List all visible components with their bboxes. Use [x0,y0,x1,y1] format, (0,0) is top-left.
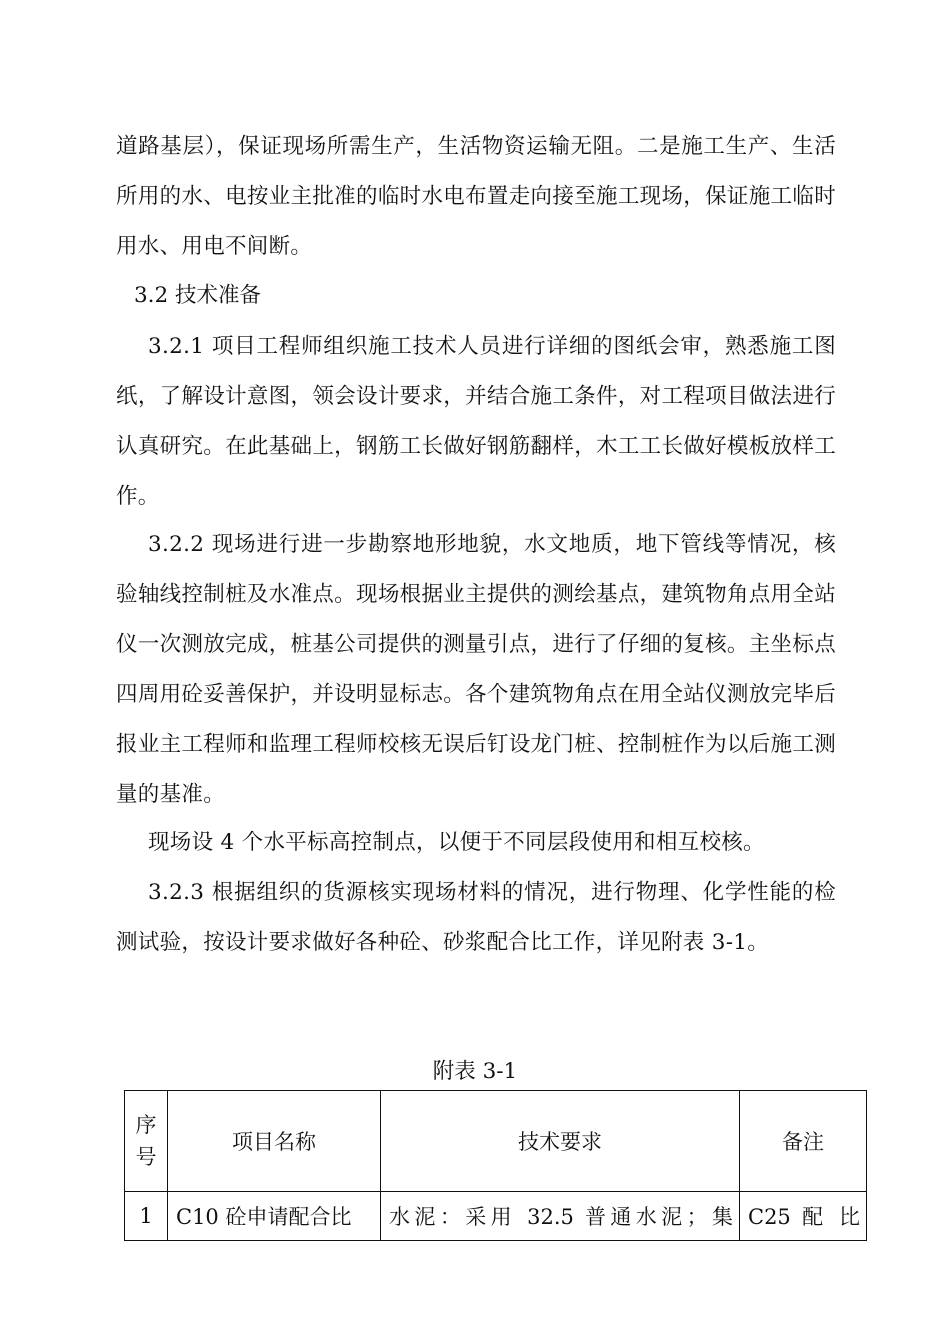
table-header-row [125,1091,867,1192]
cell-item-name: C10 砼申请配合比 [168,1192,381,1241]
header-no-line2: 号 [135,1145,157,1169]
header-no-line1: 序 [135,1113,157,1137]
paragraph-3-2-2: 3.2.2 现场进行进一步勘察地形地貌，水文地质，地下管线等情况，核验轴线控制桩及水准点。现场根据业主提供的测绘基点，建筑物角点用全站仪一次测放完成，桩基公司提供的测量引点，进行了仔细的复核。主坐标点四周用砼妥善保护，并设明显标志。各个建筑物角点在用全站仪测放完毕后报业主工程师和监理工程师校核无误后钉设龙门桩、控制桩作为以后施工测量的基准。 [116,532,836,807]
paragraph-3-2-1: 3.2.1 项目工程师组织施工技术人员进行详细的图纸会审，熟悉施工图纸，了解设计意图，领会设计要求，并结合施工条件，对工程项目做法进行认真研究。在此基础上，钢筋工长做好钢筋翻样，木工工长做好模板放样工作。 [116,334,836,509]
table-caption: 附表 3-1 [432,1059,518,1084]
cell-no: 1 [125,1192,168,1241]
header-tech-req: 技术要求 [381,1091,740,1192]
paragraph-site-prep: 道路基层），保证现场所需生产，生活物资运输无阻。二是施工生产、生活所用的水、电按业主批准的临时水电布置走向接至施工现场，保证施工临时用水、用电不间断。 [116,134,836,259]
header-item-name: 项目名称 [168,1091,381,1192]
cell-remarks: C25 配 比 [740,1192,867,1241]
header-no [125,1091,168,1192]
mix-ratio-table [124,1090,867,1241]
header-remarks: 备注 [740,1091,867,1192]
table-row [125,1192,867,1241]
paragraph-level-points: 现场设 4 个水平标高控制点，以便于不同层段使用和相互校核。 [148,830,765,855]
cell-tech-req: 水泥：采用 32.5 普通水泥；集 [381,1192,740,1241]
paragraph-3-2-3: 3.2.3 根据组织的货源核实现场材料的情况，进行物理、化学性能的检测试验，按设计要求做好各种砼、砂浆配合比工作，详见附表 3-1。 [116,880,836,955]
section-heading-3-2: 3.2 技术准备 [134,283,262,308]
